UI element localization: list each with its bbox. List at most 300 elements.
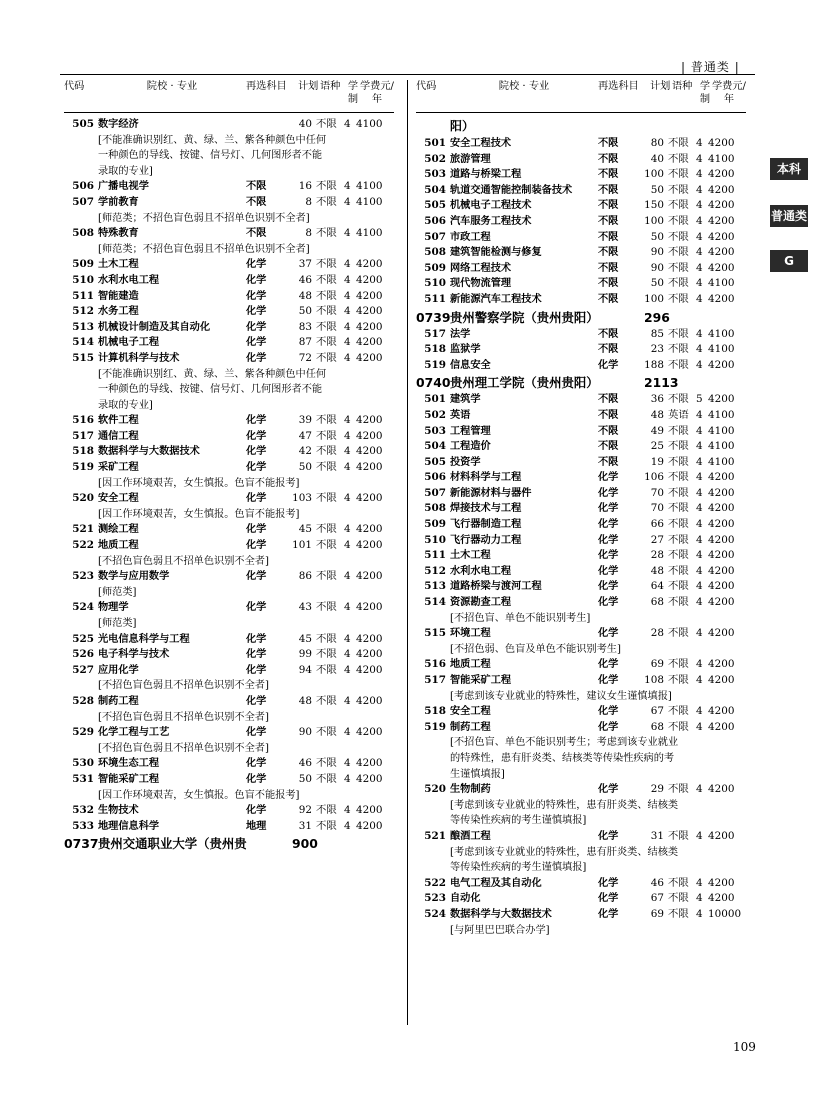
tuition-fee: 4200 xyxy=(356,289,383,302)
study-length: 4 xyxy=(344,351,351,364)
subject-req: 化学 xyxy=(246,446,267,458)
study-length: 4 xyxy=(344,289,351,302)
major-code: 527 xyxy=(72,663,94,676)
major-note: [不能准确识别红、黄、绿、兰、紫各种颜色中任何一种颜色的导线、按键、信号灯、几何图形者不能录取的专业] xyxy=(98,134,327,177)
study-length: 4 xyxy=(696,658,703,671)
tuition-fee: 4100 xyxy=(356,118,383,130)
plan-count: 103 xyxy=(292,492,312,505)
language: 不限 xyxy=(668,596,689,609)
tuition-fee: 4200 xyxy=(356,663,383,676)
table-row xyxy=(416,782,746,798)
language: 不限 xyxy=(668,343,689,356)
tuition-fee: 4200 xyxy=(356,320,383,333)
language: 不限 xyxy=(316,305,337,318)
major-code: 517 xyxy=(424,327,446,340)
major-name: 工程造价 xyxy=(450,441,491,453)
school-code: 0739 xyxy=(416,309,451,325)
tuition-fee: 4200 xyxy=(356,570,383,583)
study-length: 4 xyxy=(344,118,351,130)
language: 不限 xyxy=(668,246,689,259)
tuition-fee: 4200 xyxy=(708,892,735,905)
major-code: 523 xyxy=(424,892,446,905)
study-length: 4 xyxy=(344,429,351,442)
table-row xyxy=(416,673,746,689)
table-row xyxy=(416,548,746,564)
subject-req: 化学 xyxy=(598,472,619,484)
major-name: 新能源汽车工程技术 xyxy=(450,293,542,305)
language: 不限 xyxy=(668,471,689,484)
study-length: 4 xyxy=(344,694,351,707)
study-length: 4 xyxy=(344,414,351,427)
plan-count: 19 xyxy=(650,455,664,468)
major-name: 环境生态工程 xyxy=(98,758,160,770)
study-length: 4 xyxy=(344,445,351,458)
study-length: 4 xyxy=(696,549,703,562)
major-code: 508 xyxy=(424,502,446,515)
table-row xyxy=(64,538,394,554)
plan-count: 101 xyxy=(292,539,312,552)
major-code: 519 xyxy=(424,720,446,733)
language: 不限 xyxy=(316,539,337,552)
subject-req: 化学 xyxy=(246,259,267,271)
subject-req: 不限 xyxy=(598,169,619,181)
tuition-fee: 4200 xyxy=(708,292,735,305)
study-length: 4 xyxy=(696,783,703,796)
tuition-fee: 4200 xyxy=(708,183,735,196)
language: 不限 xyxy=(668,674,689,686)
study-length: 4 xyxy=(696,168,703,181)
plan-count: 66 xyxy=(650,518,664,531)
table-row xyxy=(416,424,746,440)
major-code: 522 xyxy=(72,539,94,552)
major-name: 机械电子工程 xyxy=(98,337,160,349)
language: 不限 xyxy=(668,261,689,274)
major-name: 机械设计制造及其自动化 xyxy=(98,321,211,333)
major-code: 532 xyxy=(72,804,94,817)
tuition-fee: 4200 xyxy=(708,549,735,562)
left-column xyxy=(64,80,394,853)
study-length: 4 xyxy=(696,518,703,531)
table-row xyxy=(416,261,746,277)
study-length: 4 xyxy=(344,492,351,505)
major-note: [因工作环境艰苦，女生慎报。色盲不能报考] xyxy=(98,508,300,520)
table-row xyxy=(416,167,746,183)
major-code: 511 xyxy=(72,289,94,302)
table-row xyxy=(416,517,746,533)
major-note: [师范类] xyxy=(98,618,137,629)
subject-req: 化学 xyxy=(598,675,619,686)
study-length: 4 xyxy=(696,564,703,577)
table-row xyxy=(416,342,746,358)
plan-count: 46 xyxy=(650,876,664,889)
subject-req: 化学 xyxy=(598,628,619,640)
tuition-fee: 4200 xyxy=(356,539,383,552)
tuition-fee: 4200 xyxy=(356,726,383,739)
language: 不限 xyxy=(316,726,337,739)
table-row xyxy=(416,327,746,343)
page-number: 109 xyxy=(733,1040,756,1054)
major-name: 道路桥梁与渡河工程 xyxy=(450,581,542,593)
table-row xyxy=(64,289,394,305)
major-code: 518 xyxy=(424,705,446,718)
major-code: 506 xyxy=(424,471,446,484)
table-row xyxy=(416,358,746,374)
major-name: 地质工程 xyxy=(98,540,139,552)
study-length: 4 xyxy=(344,648,351,661)
major-code: 519 xyxy=(424,358,446,371)
category-text: 普通类 xyxy=(690,60,730,74)
plan-count: 90 xyxy=(650,246,664,259)
tuition-fee: 4200 xyxy=(356,694,383,707)
language: 不限 xyxy=(668,549,689,562)
subject-req: 化学 xyxy=(598,830,619,842)
header-rule xyxy=(60,74,755,75)
major-code: 522 xyxy=(424,876,446,889)
study-length: 4 xyxy=(344,320,351,333)
table-row xyxy=(64,320,394,336)
table-row xyxy=(64,569,394,585)
plan-count: 50 xyxy=(298,305,312,318)
school-plan: 296 xyxy=(644,309,670,325)
language: 不限 xyxy=(668,502,689,515)
table-row xyxy=(416,626,746,642)
plan-count: 90 xyxy=(650,261,664,274)
major-name: 水利水电工程 xyxy=(450,565,512,577)
study-length: 4 xyxy=(344,772,351,785)
language: 不限 xyxy=(668,533,689,546)
study-length: 4 xyxy=(696,674,703,686)
tuition-fee: 4100 xyxy=(708,327,735,340)
major-code: 517 xyxy=(72,429,94,442)
major-name: 地质工程 xyxy=(450,659,491,671)
major-note: [与阿里巴巴联合办学] xyxy=(450,924,550,936)
subject-req: 化学 xyxy=(598,581,619,593)
table-row xyxy=(64,273,394,289)
plan-count: 43 xyxy=(298,601,312,614)
table-row xyxy=(64,429,394,445)
table-row xyxy=(416,533,746,549)
tab-undergrad: 本科 xyxy=(770,158,808,180)
tuition-fee: 4200 xyxy=(708,580,735,593)
tuition-fee: 4200 xyxy=(356,523,383,536)
table-row xyxy=(416,152,746,168)
study-length: 4 xyxy=(696,424,703,437)
tuition-fee: 4200 xyxy=(708,168,735,181)
language: 不限 xyxy=(316,227,337,240)
table-row xyxy=(416,876,746,892)
language: 不限 xyxy=(316,351,337,364)
table-row xyxy=(416,501,746,517)
table-row xyxy=(416,595,746,611)
tuition-fee: 4200 xyxy=(708,674,735,686)
subject-req: 化学 xyxy=(246,633,267,645)
language: 不限 xyxy=(316,819,337,832)
subject-req: 化学 xyxy=(598,706,619,718)
school-plan: 900 xyxy=(292,836,318,852)
language: 不限 xyxy=(316,461,337,474)
plan-count: 27 xyxy=(650,533,664,546)
study-length: 4 xyxy=(344,227,351,240)
major-code: 512 xyxy=(72,305,94,318)
school-name: 贵州警察学院（贵州贵阳） xyxy=(450,309,599,325)
table-row xyxy=(64,663,394,679)
major-note: [不招色弱、色盲及单色不能识别考生] xyxy=(450,643,621,655)
study-length: 4 xyxy=(696,440,703,453)
major-code: 502 xyxy=(424,152,446,165)
study-length: 4 xyxy=(696,199,703,212)
language: 不限 xyxy=(668,907,689,920)
subject-req: 不限 xyxy=(598,328,619,340)
subject-req: 化学 xyxy=(246,415,267,427)
plan-count: 8 xyxy=(305,227,312,240)
plan-count: 188 xyxy=(644,358,664,371)
study-length: 4 xyxy=(696,502,703,515)
major-code: 521 xyxy=(424,829,446,842)
school-name: 贵州理工学院（贵州贵阳） xyxy=(450,375,599,391)
school-code: 0740 xyxy=(416,375,451,391)
plan-count: 150 xyxy=(644,199,664,212)
table-row xyxy=(416,579,746,595)
tuition-fee: 4100 xyxy=(708,343,735,356)
plan-count: 68 xyxy=(650,720,664,733)
subject-req: 化学 xyxy=(246,524,267,536)
major-name: 采矿工程 xyxy=(98,462,139,474)
language: 不限 xyxy=(668,564,689,577)
tuition-fee: 4200 xyxy=(708,627,735,640)
language: 不限 xyxy=(316,757,337,770)
tuition-fee: 4200 xyxy=(356,305,383,318)
tuition-fee: 4100 xyxy=(708,152,735,165)
tuition-fee: 4200 xyxy=(708,393,735,406)
tuition-fee: 4200 xyxy=(356,461,383,474)
major-code: 518 xyxy=(72,445,94,458)
language: 不限 xyxy=(668,518,689,531)
language: 不限 xyxy=(668,277,689,290)
major-code: 533 xyxy=(72,819,94,832)
major-name: 光电信息科学与工程 xyxy=(98,633,190,645)
study-length: 5 xyxy=(696,393,703,406)
school-heading xyxy=(64,835,394,852)
subject-req: 地理 xyxy=(246,820,267,832)
language: 不限 xyxy=(668,440,689,453)
study-length: 4 xyxy=(344,819,351,832)
major-name: 生物技术 xyxy=(98,805,139,817)
table-row xyxy=(416,392,746,408)
table-row xyxy=(64,803,394,819)
plan-count: 86 xyxy=(298,570,312,583)
table-row xyxy=(64,694,394,710)
major-name: 生物制药 xyxy=(450,784,491,796)
subject-req: 不限 xyxy=(598,425,619,437)
language: 不限 xyxy=(316,414,337,427)
plan-count: 94 xyxy=(298,663,312,676)
table-row xyxy=(64,444,394,460)
subject-req: 不限 xyxy=(598,456,619,468)
major-name: 智能采矿工程 xyxy=(450,675,512,686)
study-length: 4 xyxy=(696,408,703,421)
tuition-fee: 4100 xyxy=(356,180,383,193)
major-code: 523 xyxy=(72,570,94,583)
major-code: 520 xyxy=(424,783,446,796)
study-length: 4 xyxy=(696,292,703,305)
plan-count: 31 xyxy=(650,829,664,842)
tuition-fee: 4200 xyxy=(356,258,383,271)
language: 不限 xyxy=(668,199,689,212)
subject-req: 化学 xyxy=(598,908,619,920)
major-name: 数学与应用数学 xyxy=(98,571,170,583)
study-length: 4 xyxy=(696,277,703,290)
plan-count: 25 xyxy=(650,440,664,453)
table-row xyxy=(416,292,746,308)
major-code: 501 xyxy=(424,393,446,406)
major-code: 509 xyxy=(72,258,94,271)
major-code: 504 xyxy=(424,440,446,453)
major-note: [因工作环境艰苦，女生慎报。色盲不能报考] xyxy=(98,477,300,489)
language: 不限 xyxy=(668,876,689,889)
major-code: 524 xyxy=(72,601,94,614)
major-code: 503 xyxy=(424,424,446,437)
subject-req: 化学 xyxy=(246,695,267,707)
major-code: 501 xyxy=(424,137,446,149)
major-code: 521 xyxy=(72,523,94,536)
language: 不限 xyxy=(668,424,689,437)
language: 不限 xyxy=(668,393,689,406)
major-code: 519 xyxy=(72,461,94,474)
tuition-fee: 4200 xyxy=(356,648,383,661)
plan-count: 99 xyxy=(298,648,312,661)
tuition-fee: 4200 xyxy=(356,804,383,817)
table-row xyxy=(416,136,746,152)
tuition-fee: 4200 xyxy=(356,772,383,785)
plan-count: 50 xyxy=(298,461,312,474)
major-code: 514 xyxy=(424,596,446,609)
language: 不限 xyxy=(316,772,337,785)
study-length: 4 xyxy=(344,804,351,817)
study-length: 4 xyxy=(696,876,703,889)
study-length: 4 xyxy=(696,246,703,259)
subject-req: 不限 xyxy=(598,441,619,453)
plan-count: 39 xyxy=(298,414,312,427)
major-note: [不招色盲色弱且不招单色识别不全者] xyxy=(98,555,269,567)
language: 不限 xyxy=(668,892,689,905)
tuition-fee: 4200 xyxy=(708,518,735,531)
major-code: 510 xyxy=(72,273,94,286)
major-code: 506 xyxy=(72,180,94,193)
language: 不限 xyxy=(668,829,689,842)
table-row xyxy=(64,335,394,351)
study-length: 4 xyxy=(344,523,351,536)
subject-req: 化学 xyxy=(598,597,619,609)
major-code: 508 xyxy=(424,246,446,259)
school-heading xyxy=(416,309,746,326)
table-row xyxy=(416,829,746,845)
table-row xyxy=(416,564,746,580)
tuition-fee: 4100 xyxy=(708,408,735,421)
major-name: 土木工程 xyxy=(450,550,491,562)
subject-req: 化学 xyxy=(246,352,267,364)
major-name: 通信工程 xyxy=(98,430,139,442)
language: 不限 xyxy=(668,705,689,718)
table-row xyxy=(64,600,394,616)
subject-req: 化学 xyxy=(598,877,619,889)
subject-req: 化学 xyxy=(246,430,267,442)
plan-count: 50 xyxy=(650,230,664,243)
table-row xyxy=(64,226,394,242)
language: 不限 xyxy=(668,455,689,468)
subject-req: 化学 xyxy=(246,571,267,583)
language: 不限 xyxy=(668,580,689,593)
plan-count: 28 xyxy=(650,627,664,640)
language: 不限 xyxy=(316,632,337,645)
tuition-fee: 10000 xyxy=(708,907,742,920)
tuition-fee: 4100 xyxy=(708,424,735,437)
major-name: 软件工程 xyxy=(98,415,139,427)
language: 不限 xyxy=(668,627,689,640)
tuition-fee: 4200 xyxy=(356,492,383,505)
major-code: 526 xyxy=(72,648,94,661)
language: 不限 xyxy=(316,445,337,458)
table-row xyxy=(64,725,394,741)
major-name: 汽车服务工程技术 xyxy=(450,215,532,227)
table-row xyxy=(64,304,394,320)
major-name: 测绘工程 xyxy=(98,524,139,536)
subject-req: 化学 xyxy=(598,565,619,577)
major-name: 安全工程 xyxy=(98,493,139,505)
major-name: 水务工程 xyxy=(98,306,139,318)
subject-req: 化学 xyxy=(598,550,619,562)
study-length: 4 xyxy=(696,358,703,371)
tuition-fee: 4200 xyxy=(708,720,735,733)
right-rows xyxy=(416,113,746,938)
subject-req: 不限 xyxy=(598,293,619,305)
major-code: 503 xyxy=(424,168,446,181)
subject-req: 化学 xyxy=(246,306,267,318)
major-name: 法学 xyxy=(450,328,471,340)
major-name: 物理学 xyxy=(98,602,129,614)
tuition-fee: 4200 xyxy=(708,471,735,484)
header-fee: 学费元/年 xyxy=(360,81,394,105)
tuition-fee: 4100 xyxy=(356,227,383,240)
plan-count: 92 xyxy=(298,804,312,817)
major-code: 517 xyxy=(424,674,446,686)
table-row xyxy=(416,907,746,923)
subject-req: 化学 xyxy=(598,519,619,531)
major-name: 资源勘查工程 xyxy=(450,597,512,609)
plan-count: 46 xyxy=(298,757,312,770)
table-row xyxy=(64,460,394,476)
major-name: 地理信息科学 xyxy=(98,820,160,832)
language: 不限 xyxy=(316,320,337,333)
tuition-fee: 4100 xyxy=(708,440,735,453)
study-length: 4 xyxy=(696,137,703,149)
subject-req: 不限 xyxy=(598,200,619,212)
language: 不限 xyxy=(316,258,337,271)
study-length: 4 xyxy=(344,461,351,474)
major-note: [不能准确识别红、黄、绿、兰、紫各种颜色中任何一种颜色的导线、按键、信号灯、几何图形者不能录取的专业] xyxy=(98,368,327,411)
tuition-fee: 4200 xyxy=(708,199,735,212)
subject-req: 化学 xyxy=(598,534,619,546)
study-length: 4 xyxy=(344,663,351,676)
table-row xyxy=(64,632,394,648)
table-row xyxy=(64,491,394,507)
subject-req: 化学 xyxy=(246,664,267,676)
major-name: 网络工程技术 xyxy=(450,262,512,274)
major-name: 酿酒工程 xyxy=(450,830,491,842)
language: 不限 xyxy=(316,336,337,349)
major-code: 518 xyxy=(424,343,446,356)
table-row xyxy=(64,647,394,663)
right-column xyxy=(416,80,746,938)
